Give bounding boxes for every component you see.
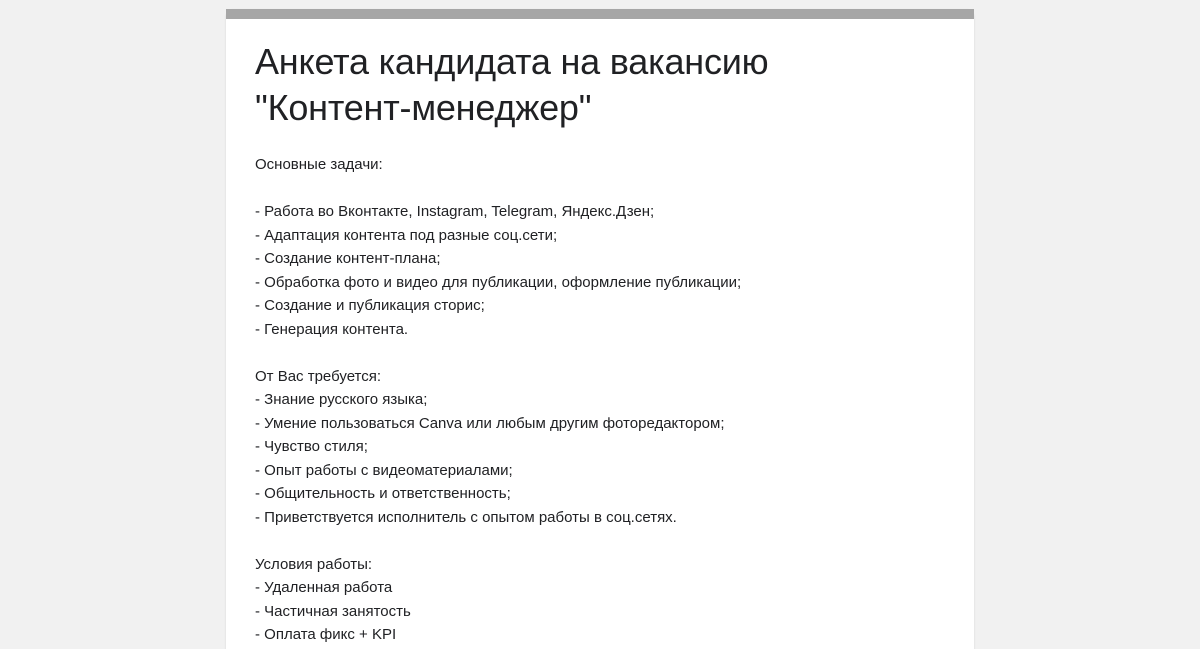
form-title-line-2: "Контент-менеджер"	[255, 87, 592, 128]
condition-item: - Удаленная работа	[255, 579, 393, 596]
requirement-item: - Знание русского языка;	[255, 391, 428, 408]
blank-line	[255, 177, 950, 201]
blank-line	[255, 341, 950, 365]
requirement-item: - Приветствуется исполнитель с опытом работы в соц.сетях.	[255, 508, 677, 526]
task-item: - Работа во Вконтакте, Instagram, Telegram, Яндекс.Дзен;	[255, 203, 655, 220]
condition-item: - Оплата фикс + KPI	[255, 626, 397, 643]
form-header-card	[226, 9, 974, 649]
requirements-heading: От Вас требуется:	[255, 367, 382, 385]
condition-item: - Частичная занятость	[255, 602, 411, 620]
requirement-item: - Чувство стиля;	[255, 438, 368, 455]
blank-line	[255, 529, 950, 553]
form-description	[255, 153, 950, 647]
conditions-heading: Условия работы:	[255, 555, 373, 573]
task-item: - Обработка фото и видео для публикации, оформление публикации;	[255, 273, 742, 291]
tasks-heading: Основные задачи:	[255, 156, 383, 173]
requirement-item: - Общительность и ответственность;	[255, 485, 511, 502]
requirement-item: - Умение пользоваться Canva или любым другим фоторедактором;	[255, 414, 725, 432]
task-item: - Адаптация контента под разные соц.сети;	[255, 226, 558, 244]
form-title-line-1: Анкета кандидата на вакансию	[255, 41, 769, 82]
requirement-item: - Опыт работы с видеоматериалами;	[255, 461, 513, 479]
card-body	[255, 39, 950, 647]
task-item: - Генерация контента.	[255, 320, 409, 338]
card-accent-bar	[226, 9, 974, 19]
task-item: - Создание контент-плана;	[255, 250, 441, 267]
form-title	[255, 39, 950, 131]
task-item: - Создание и публикация сторис;	[255, 297, 485, 314]
